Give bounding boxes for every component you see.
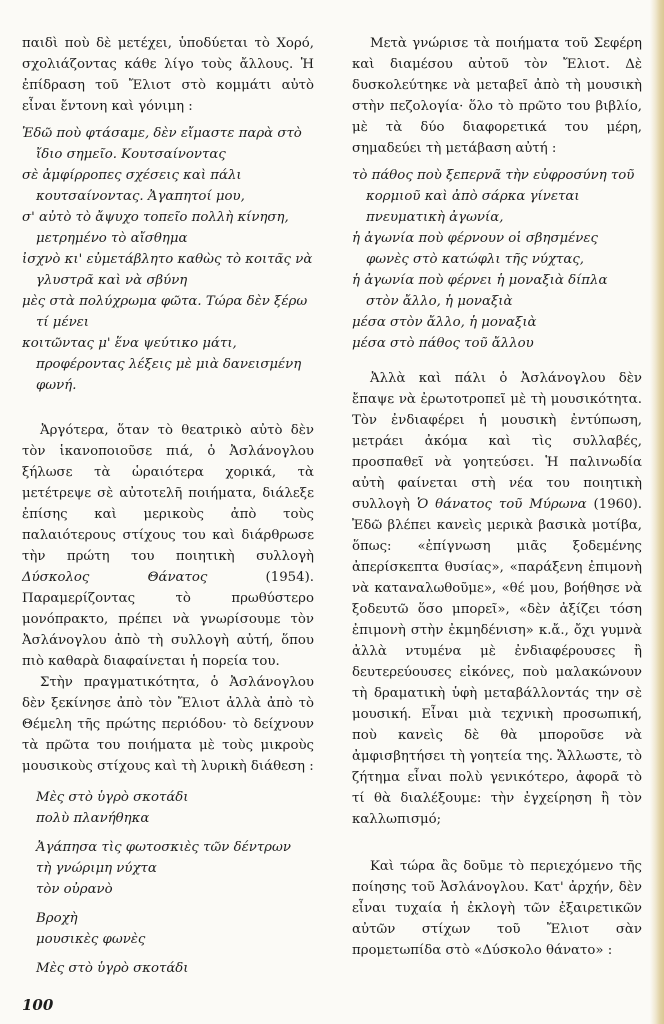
stanza [36,908,314,950]
verse-line: σὲ ἀμφίρροπες σχέσεις καὶ πάλι κουτσαίνοντας. Ἀγαπητοί μου, [22,168,245,204]
verse-quote [22,123,314,396]
poem-line: μουσικὲς φωνὲς [36,932,146,947]
right-column [352,33,642,961]
verse-line: κοιτῶντας μ' ἕνα ψεύτικο μάτι, προφέροντας λέξεις μὲ μιὰ δανεισμένη φωνή. [22,336,302,393]
poem-line: Μὲς στὸ ὑγρὸ σκοτάδι [36,790,189,805]
paragraph: Ἀλλὰ καὶ πάλι ὁ Ἀσλάνογλου δὲν ἔπαψε νὰ ἐρωτοτροπεῖ μὲ τὴ μουσικότητα. Τὸν ἐνδιαφέρει ἡ μουσικὴ ἐντύπωση, μετράει ἀκόμα καὶ τὶς συλλαβές, προσπαθεῖ νὰ γοητεύσει. Ἡ παλινωδία αὐτὴ φαίνεται στὴ νέα του ποιητικὴ συλλογὴ Ὁ θάνατος τοῦ Μύρωνα (1960). Ἐδῶ βλέπει κανεὶς μερικὰ βασικὰ μοτίβα, ὅπως: «ἐπίγνωση μιᾶς ξοδεμένης ἀπερίσκεπτα θυσίας», «παράξενη ἐπιμονὴ νὰ καταναλωθοῦμε», «θέ μου, βοήθησε νὰ ξοδευτῶ ὅσο μπορεῖ», «δὲν ἀξίζει τόση ἐπιμονὴ στὴν ἐκμηδένιση» κ.ἄ., ὄχι γυμνὰ ἀλλὰ ντυμένα μὲ ἐνδιαφέρουσες ἢ δευτερεύουσες εἰκόνες, ποὺ μαλακώνουν τὴ δραματικὴ ὑφὴ μεταβάλλοντάς την σὲ μουσική. Εἶναι μιὰ τεχνικὴ προσωπική, ποὺ κανεὶς δὲ θὰ μποροῦσε νὰ ἀμφισβητήσει τὴ γοητεία της. Ἄλλωστε, τὸ ζήτημα εἶναι πολὺ γενικότερο, ἀφορᾶ τὸ τί θὰ διαλέξουμε: τὴν ἐγχείρηση ἢ τὸν καλλωπισμό; [352,371,642,827]
poem-line: Ἀγάπησα τὶς φωτοσκιὲς τῶν δέντρων [36,840,291,855]
verse-line: μέσα στὸν ἄλλο, ἡ μοναξιὰ [352,315,537,330]
page-edge-shadow [650,0,664,1024]
verse-line: τὸ πάθος ποὺ ξεπερνᾶ τὴν εὐφροσύνη τοῦ κορμιοῦ καὶ ἀπὸ σάρκα γίνεται πνευματικὴ ἀγωνία, [352,168,635,225]
paragraph: παιδὶ ποὺ δὲ μετέχει, ὑποδύεται τὸ Χορό, σχολιάζοντας κάθε λίγο τοὺς ἄλλους. Ἡ ἐπίδραση τοῦ Ἔλιοτ στὸ κομμάτι αὐτὸ εἶναι ἔντονη καὶ γόνιμη : [22,36,314,114]
verse-quote [352,165,642,354]
stanza [36,958,314,979]
paragraph: Καὶ τώρα ἂς δοῦμε τὸ περιεχόμενο τῆς ποίησης τοῦ Ἀσλάνογλου. Κατ' ἀρχήν, δὲν εἶναι τυχαία ἡ ἐκλογὴ τῶν ἐξαιρετικῶν αὐτῶν στίχων τοῦ Ἔλιοτ σὰν προμετωπίδα στὸ «Δύσκολο θάνατο» : [352,859,642,958]
stanza [36,787,314,829]
poem-line: πολὺ πλανήθηκα [36,811,150,826]
stanza [36,837,314,900]
paragraph: Ἀργότερα, ὅταν τὸ θεατρικὸ αὐτὸ δὲν τὸν ἱκανοποιοῦσε πιά, ὁ Ἀσλάνογλου ξήλωσε τὰ ὡραιότερα χορικά, τὰ μετέτρεψε σὲ αὐτοτελῆ ποιήματα, διάλεξε ἐπίσης καὶ μερικοὺς ἀπὸ τοὺς παλαιότερους στίχους του καὶ διάρθρωσε τὴν πρώτη του ποιητικὴ συλλογὴ Δύσκολος Θάνατος (1954). Παραμερίζοντας τὸ πρωθύστερο μονόπρακτο, πρέπει νὰ γνωρίσουμε τὸν Ἀσλάνογλου ἀπὸ τὴ συλλογὴ αὐτή, ὅπου πιὸ καθαρὰ διαφαίνεται ἡ πορεία του. [22,423,314,669]
poem-line: Βροχὴ [36,911,78,926]
spacer [352,360,642,368]
paragraph: Στὴν πραγματικότητα, ὁ Ἀσλάνογλου δὲν ξεκίνησε ἀπὸ τὸν Ἔλιοτ ἀλλὰ ἀπὸ τὸ Θέμελη τῆς πρώτης περιόδου· τὸ δείχνουν τὰ πρῶτα του ποιήματα μὲ τοὺς μικροὺς μουσικοὺς στίχους καὶ τὴ λυρικὴ διάθεση : [22,675,314,774]
poem-line: Μὲς στὸ ὑγρὸ σκοτάδι [36,961,189,976]
verse-line: σ' αὐτὸ τὸ ἄψυχο τοπεῖο πολλὴ κίνηση, μετρημένο τὸ αἴσθημα [22,210,289,246]
page-number: 100 [22,996,54,1014]
book-title: Δύσκολος Θάνατος [22,570,208,585]
poem-quote [36,787,314,979]
poem-line: τὴ γνώριμη νύχτα [36,861,157,876]
spacer [22,402,314,420]
verse-line: ἰσχνὸ κι' εὐμετάβλητο καθὼς τὸ κοιτᾶς νὰ γλυστρᾶ καὶ νὰ σβύνη [22,252,313,288]
verse-line: μέσα στὸ πάθος τοῦ ἄλλου [352,336,534,351]
poem-line: τὸν οὐρανὸ [36,882,113,897]
verse-line: Ἐδῶ ποὺ φτάσαμε, δὲν εἴμαστε παρὰ στὸ ἴδιο σημεῖο. Κουτσαίνοντας [22,126,302,162]
paragraph: Μετὰ γνώρισε τὰ ποιήματα τοῦ Σεφέρη καὶ διαμέσου αὐτοῦ τὸν Ἔλιοτ. Δὲ δυσκολεύτηκε νὰ μεταβεῖ ἀπὸ τὴ μουσικὴ στὴν πεζολογία· ὅλο τὸ πρῶτο του βιβλίο, μὲ τὰ δύο διαφορετικά του μέρη, σημαδεύει τὴ μετάβαση αὐτή : [352,36,642,156]
verse-line: ἡ ἀγωνία ποὺ φέρνει ἡ μοναξιὰ δίπλα στὸν ἄλλο, ἡ μοναξιὰ [352,273,608,309]
verse-line: μὲς στὰ πολύχρωμα φῶτα. Τώρα δὲν ξέρω τί μένει [22,294,308,330]
verse-line: ἡ ἀγωνία ποὺ φέρνουν οἱ σβησμένες φωνὲς στὸ κατώφλι τῆς νύχτας, [352,231,598,267]
left-column [22,33,314,979]
spacer [352,830,642,856]
book-title: Ὁ θάνατος τοῦ Μύρωνα [416,497,587,512]
